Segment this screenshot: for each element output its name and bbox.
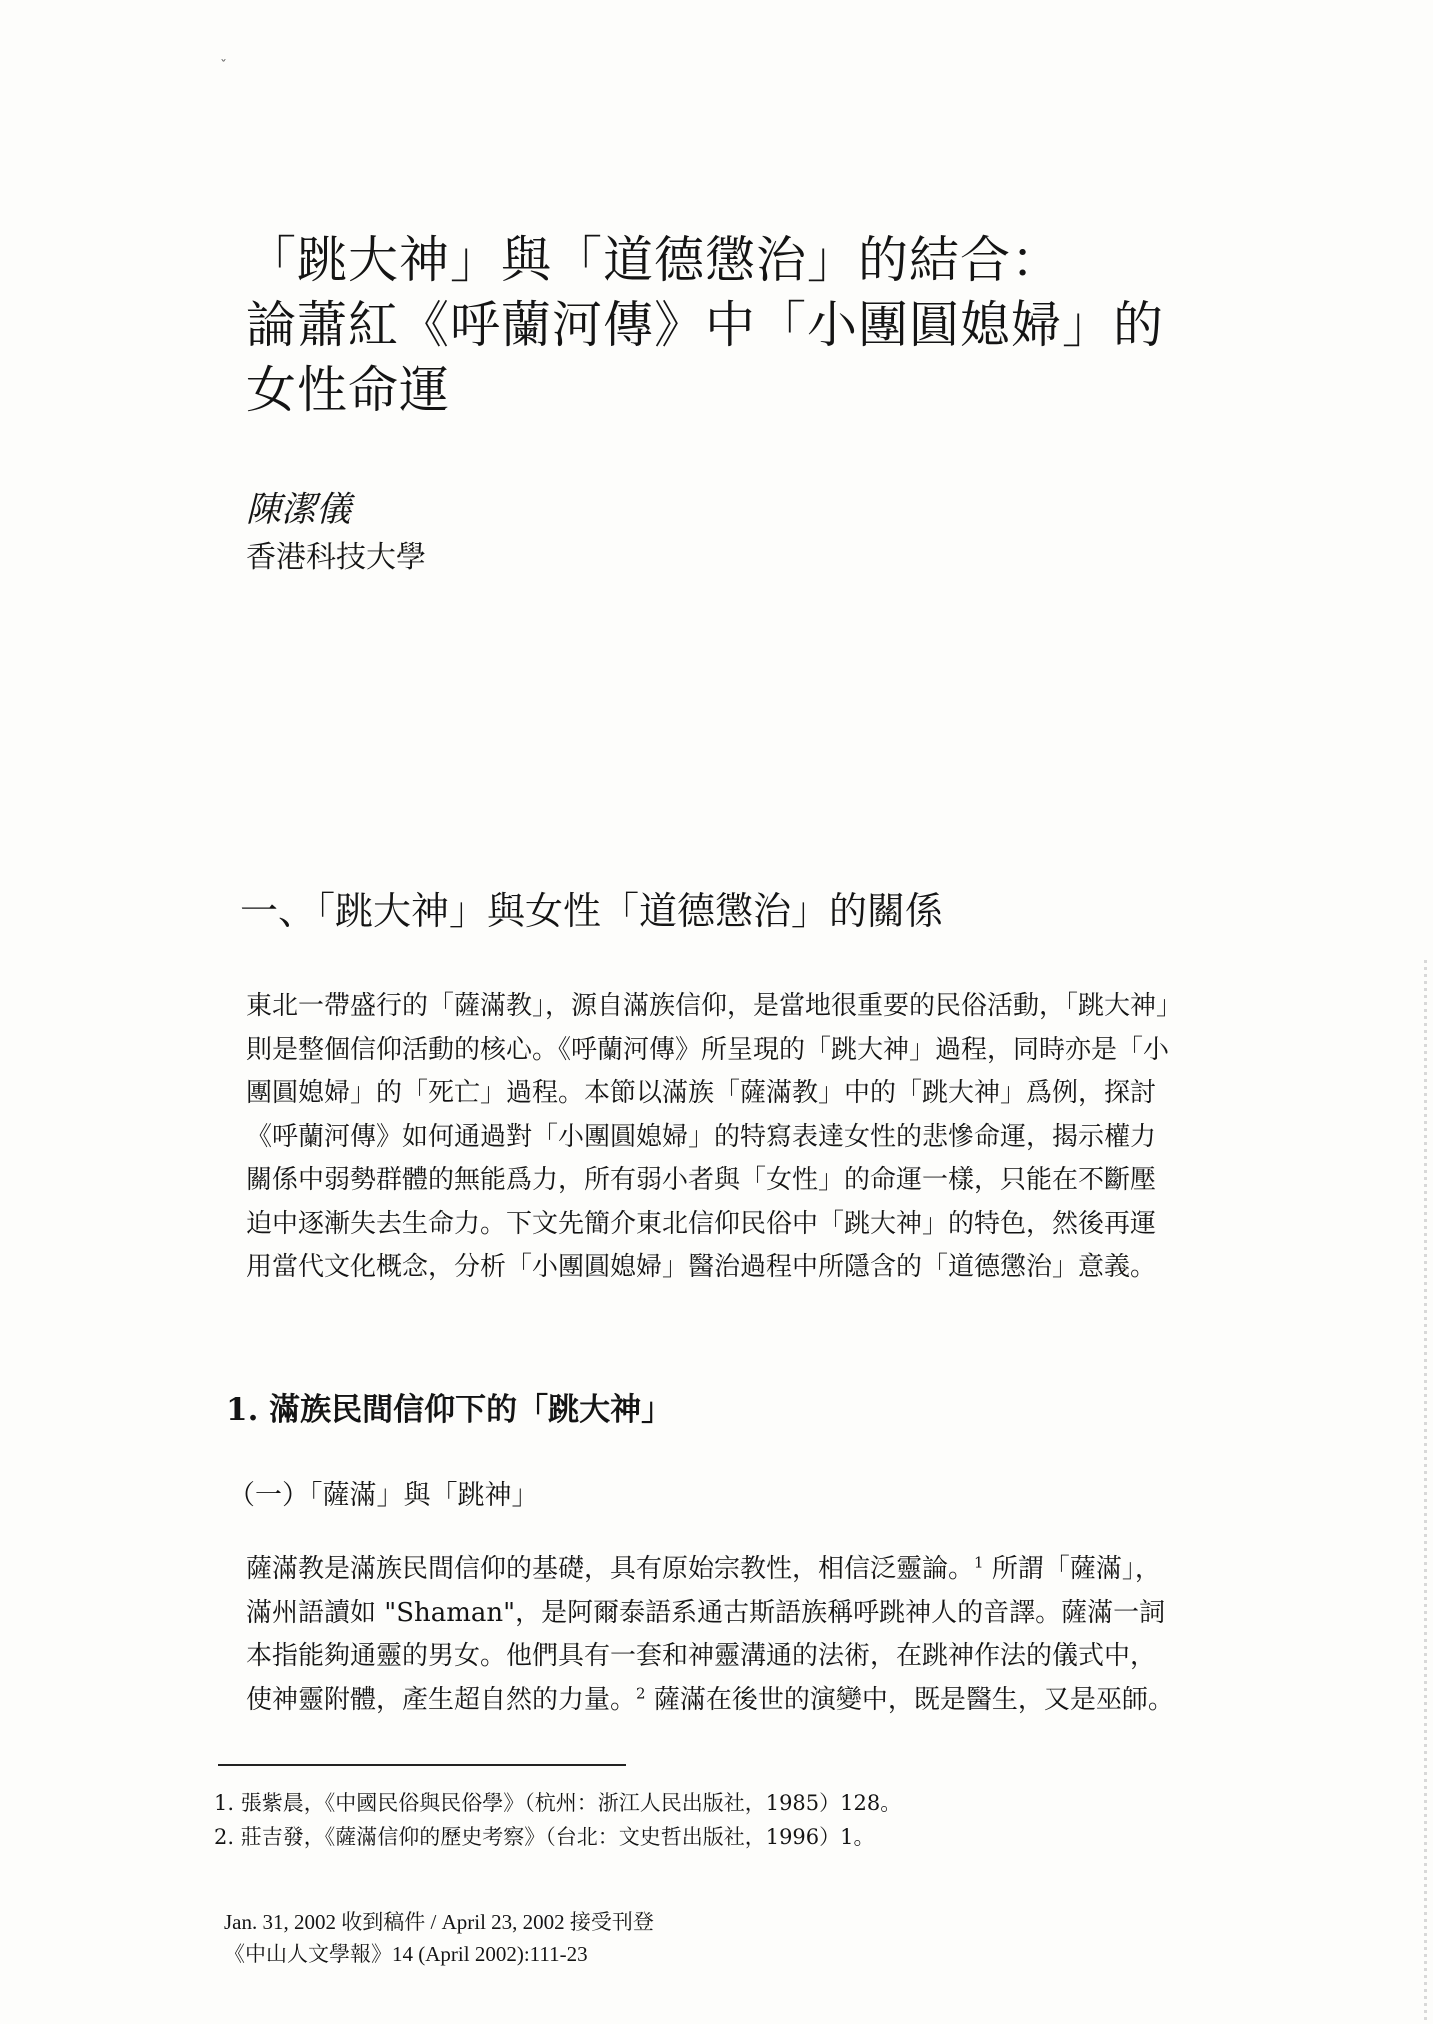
body-line: 滿州語讀如 "Shaman"，是阿爾泰語系通古斯語族稱呼跳神人的音譯。薩滿一詞 — [246, 1597, 1166, 1628]
footnote-1: 1. 張紫晨，《中國民俗與民俗學》（杭州：浙江人民出版社，1985）128。 — [214, 1791, 902, 1815]
intro-line: 關係中弱勢群體的無能爲力，所有弱小者與「女性」的命運一樣，只能在不斷壓 — [246, 1165, 1157, 1195]
scan-edge-shadow — [1424, 960, 1427, 2024]
body-paragraph — [246, 1548, 1246, 1722]
author-affiliation: 香港科技大學 — [246, 540, 426, 575]
intro-line: 用當代文化概念，分析「小團圓媳婦」醫治過程中所隱含的「道德懲治」意義。 — [246, 1252, 1157, 1282]
footnote-ref-1[interactable]: 1 — [974, 1553, 984, 1572]
paper-title — [246, 228, 1256, 423]
body-line — [246, 1548, 1246, 1592]
footnote-divider — [218, 1764, 626, 1766]
received-accepted-dates: Jan. 31, 2002 收到稿件 / April 23, 2002 接受刊登 — [224, 1910, 654, 1934]
journal-citation: 《中山人文學報》14 (April 2002):111-23 — [224, 1942, 588, 1966]
scan-mark: ˇ — [220, 58, 227, 74]
intro-line: 則是整個信仰活動的核心。《呼蘭河傳》所呈現的「跳大神」過程，同時亦是「小 — [246, 1034, 1170, 1065]
body-text: 使神靈附體，產生超自然的力量。 — [246, 1684, 637, 1715]
body-text: 所謂「薩滿」， — [983, 1554, 1161, 1584]
section-heading: 一、「跳大神」與女性「道德懲治」的關係 — [240, 889, 944, 933]
footnote-ref-2[interactable]: 2 — [636, 1683, 646, 1702]
body-line — [246, 1679, 1246, 1723]
intro-line: 迫中逐漸失去生命力。下文先簡介東北信仰民俗中「跳大神」的特色，然後再運 — [246, 1208, 1157, 1239]
intro-line: 《呼蘭河傳》如何通過對「小團圓媳婦」的特寫表達女性的悲慘命運，揭示權力 — [246, 1121, 1157, 1152]
title-line-3: 女性命運 — [246, 361, 450, 419]
body-text: 薩滿在後世的演變中，既是醫生，又是巫師。 — [645, 1684, 1174, 1715]
author-name: 陳潔儀 — [246, 490, 352, 530]
intro-paragraph — [246, 985, 1246, 1290]
body-text: 薩滿教是滿族民間信仰的基礎，具有原始宗教性，相信泛靈論。 — [246, 1554, 975, 1584]
intro-line: 東北一帶盛行的「薩滿教」，源自滿族信仰，是當地很重要的民俗活動，「跳大神」 — [246, 991, 1183, 1021]
intro-line: 團圓媳婦」的「死亡」過程。本節以滿族「薩滿教」中的「跳大神」爲例，探討 — [246, 1078, 1157, 1108]
footnote-2: 2. 莊吉發，《薩滿信仰的歷史考察》（台北：文史哲出版社，1996）1。 — [214, 1825, 875, 1849]
title-line-2: 論蕭紅《呼蘭河傳》中「小團圓媳婦」的 — [246, 296, 1164, 354]
publication-info — [224, 1906, 654, 1970]
subsection-heading: 1. 滿族民間信仰下的「跳大神」 — [226, 1392, 673, 1428]
body-line: 本指能夠通靈的男女。他們具有一套和神靈溝通的法術，在跳神作法的儀式中， — [246, 1641, 1157, 1671]
footnotes — [214, 1786, 901, 1854]
title-line-1: 「跳大神」與「道德懲治」的結合： — [246, 231, 1062, 289]
subsubsection-heading: （一）「薩滿」與「跳神」 — [228, 1480, 539, 1511]
